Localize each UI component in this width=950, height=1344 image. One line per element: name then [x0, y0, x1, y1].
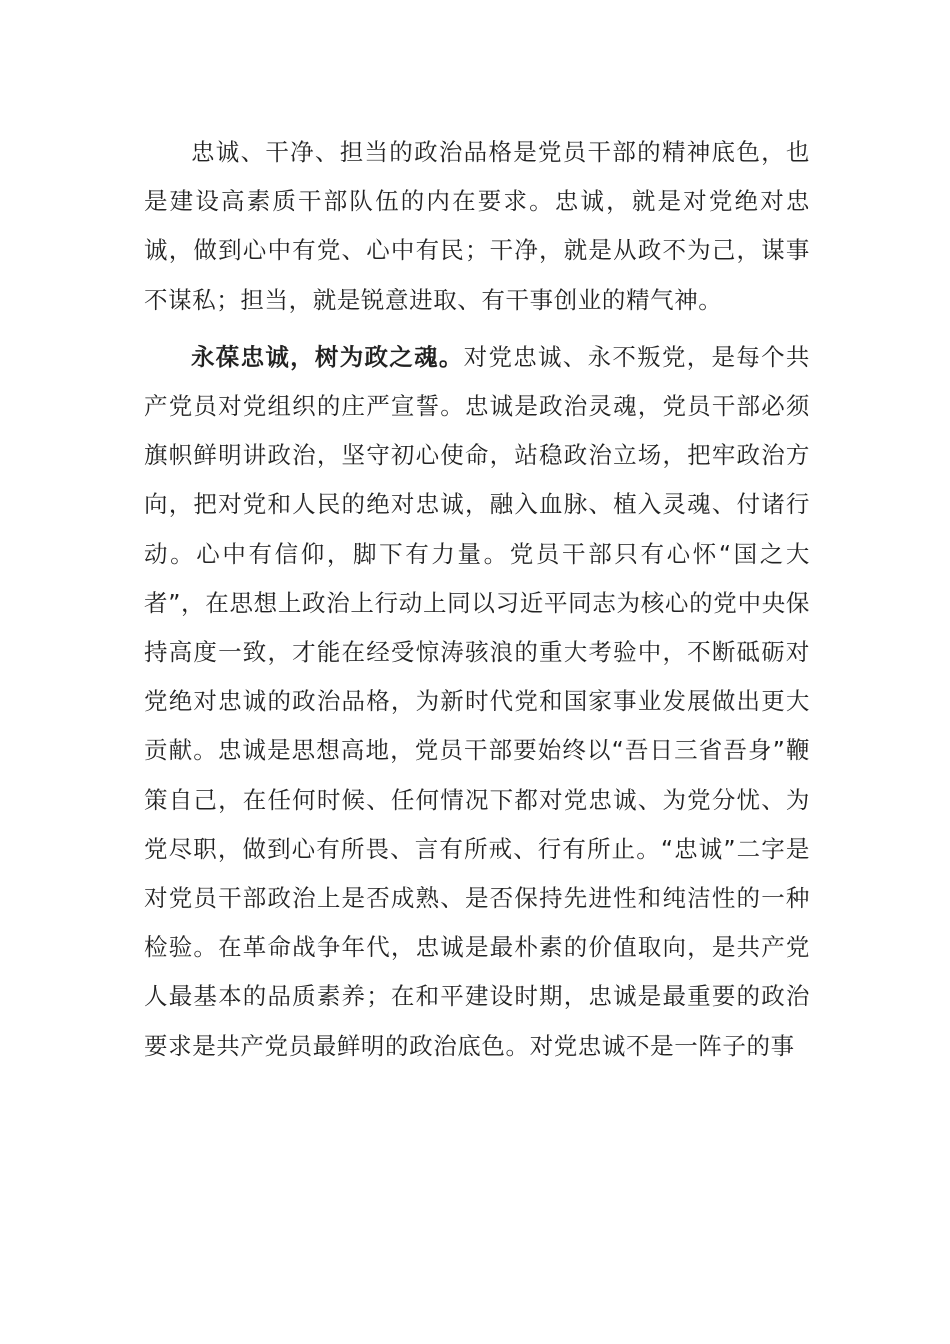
paragraph-loyalty-heading: 永葆忠诚，树为政之魂。 [191, 342, 464, 371]
document-body [144, 128, 810, 1071]
paragraph-intro-text: 忠诚、干净、担当的政治品格是党员干部的精神底色，也是建设高素质干部队伍的内在要求。忠诚，就是对党绝对忠诚，做到心中有党、心中有民；干净，就是从政不为己，谋事不谋私；担当，就是锐意进取、有干事创业的精气神。 [144, 138, 810, 314]
paragraph-intro [144, 128, 810, 325]
paragraph-loyalty-text: 对党忠诚、永不叛党，是每个共产党员对党组织的庄严宣誓。忠诚是政治灵魂，党员干部必须旗帜鲜明讲政治，坚守初心使命，站稳政治立场，把牢政治方向，把对党和人民的绝对忠诚，融入血脉、植入灵魂、付诸行动。心中有信仰，脚下有力量。党员干部只有心怀“国之大者”，在思想上政治上行动上同以习近平同志为核心的党中央保持高度一致，才能在经受惊涛骇浪的重大考验中，不断砥砺对党绝对忠诚的政治品格，为新时代党和国家事业发展做出更大贡献。忠诚是思想高地，党员干部要始终以“吾日三省吾身”鞭策自己，在任何时候、任何情况下都对党忠诚、为党分忧、为党尽职，做到心有所畏、言有所戒、行有所止。“忠诚”二字是对党员干部政治上是否成熟、是否保持先进性和纯洁性的一种检验。在革命战争年代，忠诚是最朴素的价值取向，是共产党人最基本的品质素养；在和平建设时期，忠诚是最重要的政治要求是共产党员最鲜明的政治底色。对党忠诚不是一阵子的事 [144, 342, 810, 1060]
paragraph-loyalty [144, 333, 810, 1071]
